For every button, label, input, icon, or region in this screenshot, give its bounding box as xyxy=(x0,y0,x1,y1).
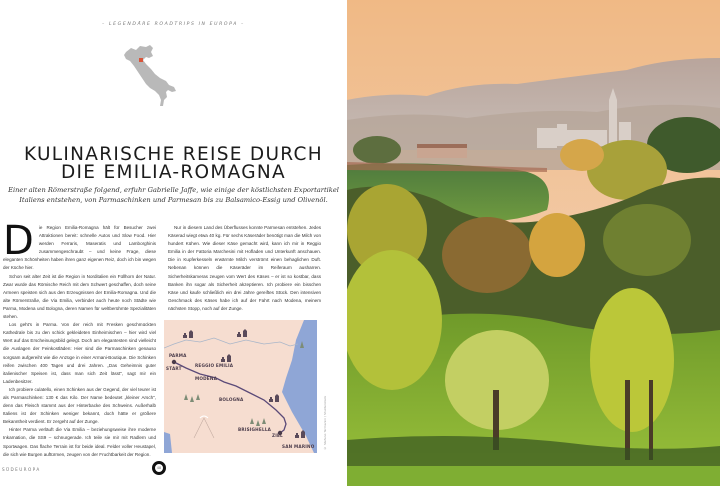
start-marker xyxy=(172,360,176,364)
body-column-2 xyxy=(168,224,321,313)
route-map xyxy=(164,320,317,453)
body-column-1 xyxy=(3,218,156,459)
article-standfirst: Einer alten Römerstraße folgend, erfuhr Gabrielle Jaffe, wie einige der köstlichsten Exportartikel Italiens entstehen, von Parmaschinken und Parmesan bis zu Balsamico-Essig und Olivenöl. xyxy=(8,186,339,204)
landscape-photo xyxy=(347,0,720,486)
map-label-bologna: BOLOGNA xyxy=(219,397,244,402)
left-page xyxy=(0,0,347,486)
castle-icon xyxy=(178,330,193,338)
series-kicker: – LEGENDÄRE ROADTRIPS IN EUROPA – xyxy=(102,22,245,27)
castle-icon xyxy=(232,329,247,337)
adriatic-sea xyxy=(282,320,317,453)
map-label-san-marino: SAN MARINO xyxy=(282,444,315,449)
body-paragraph: Los geht's in Parma. Von der reich mit Fresken geschmückten Kathedrale bis zu den schick gekleideten Einheimischen – hier wird viel Wert auf das Erscheinungsbild gelegt. Doch am elegantesten sind vielleicht die Auslagen der Feinkostläden: Hier sind die Parmaschinken genauso sorgsam aufgereiht wie die Anzüge in einer Armani-Boutique. Die Schinken reifen zwischen 400 Tagen und drei Jahren. „Das Geheimnis guter italienischer Speisen ist, dass man sich Zeit lässt", sagt mir ein Ladenbesitzer. xyxy=(3,322,156,384)
map-label-parma: PARMA xyxy=(169,353,187,358)
foreground-tree xyxy=(590,288,674,432)
map-label-reggio-emilia: REGGIO EMILIA xyxy=(195,363,234,368)
body-paragraph: Schon seit alter Zeit ist die Region in Norditalien ein Füllhorn der Natur. Zwar wurde das Römische Reich mit dem Schwert geschaffen, doch seine Armeen speisten sich aus den Erzeugnissen der Emilia-Romagna. Und die alte Römerstraße, die Via Emilia, verbindet auch heute noch Städte wie Parma, Modena und Bologna, deren Namen für weltberühmte Spezialitäten stehen. xyxy=(3,273,156,320)
trees-icon xyxy=(250,418,266,426)
italy-locator-map xyxy=(122,44,184,108)
castle-icon xyxy=(264,394,279,402)
drop-cap: D xyxy=(3,218,34,264)
map-label-start: START xyxy=(166,366,182,371)
mountain-icon xyxy=(194,418,214,438)
page-number: 48 xyxy=(152,461,166,475)
emilia-romagna-marker xyxy=(139,58,143,62)
photo-credit: © Stefano Termanini / Shutterstock xyxy=(323,395,327,450)
route-map-graphic xyxy=(164,320,317,453)
castle-icon xyxy=(216,354,231,362)
tyrrhenian-sea xyxy=(164,432,172,453)
right-page-photo xyxy=(347,0,720,486)
map-label-modena: MODENA xyxy=(195,376,218,381)
body-paragraph: Nur in diesem Land des Überflusses konnte Parmesan entstehen. Jedes Käserad wiegt etwa 40 kg. Für sechs Käseräder benötigt man die Milch von hundert Kühen. Wie dieser Käse gemacht wird, kann ich mir in Reggio Emilia in der Fattoria Marchesini mit Hofladen und Unterkunft anschauen. Die in Kupferkesseln erwärmte Milch verströmt einen behaglichen Duft. Nebenan können die Käseräder im Reiferaum ausharren. Sicherheitskameras zeugen vom Wert des Käses – er ist so kostbar, dass Banken ihn sogar als Sicherheit akzeptieren. Ich probiere ein bisschen Käse und kaufe schließlich ein drei Jahre gereiftes Stück. Den intensiven Geschmack des Käses habe ich auf der Fahrt nach Modena, meinem nächsten Stopp, noch auf der Zunge. xyxy=(168,225,321,311)
footer-section-label: SÜDEUROPA xyxy=(2,467,41,472)
article-headline: KULINARISCHE REISE DURCH DIE EMILIA-ROMAGNA xyxy=(24,144,323,183)
map-label-ziel: ZIEL xyxy=(272,433,283,438)
regional-border xyxy=(164,338,298,348)
body-paragraph: Hinter Parma verläuft die Via Emilia – beziehungsweise ihre moderne Inkarnation, die SS9 – schnurgerade. Ich teile sie mir mit Radlern und Sportwagen. Das flache Terrain ist für beide ideal. Felder voller Heustapel, die sich wie Burgen auftürmen, zeugen von der Fruchtbarkeit der Region. xyxy=(3,427,156,457)
castle-icon xyxy=(290,430,305,438)
map-label-brisighella: BRISIGHELLA xyxy=(238,427,272,432)
body-paragraph: Ich probiere culatello, einen Schinken aus der Gegend, der viel teurer ist als Parmaschinken: 130 € das Kilo. Der Name bedeutet „kleiner Arsch", denn das Fleisch stammt aus der Hinterbacke des Schweins. Außerhalb Italiens ist der Schinken weniger bekannt, doch hätte er größere Bekanntheit verdient. Er zergeht auf der Zunge. xyxy=(3,386,156,425)
trees-icon xyxy=(184,394,200,402)
body-paragraph: D ie Region Emilia-Romagna hält für Besucher zwei Attraktionen bereit: schnelle Autos und Slow Food. Hier werden Ferraris, Maseratis und Lamborghinis zusammengeschraubt – und keine Frage, diese eleganten Schönheiten haben ihren ganz eigenen Reiz, doch ich bin wegen der Küche hier. xyxy=(3,218,156,271)
